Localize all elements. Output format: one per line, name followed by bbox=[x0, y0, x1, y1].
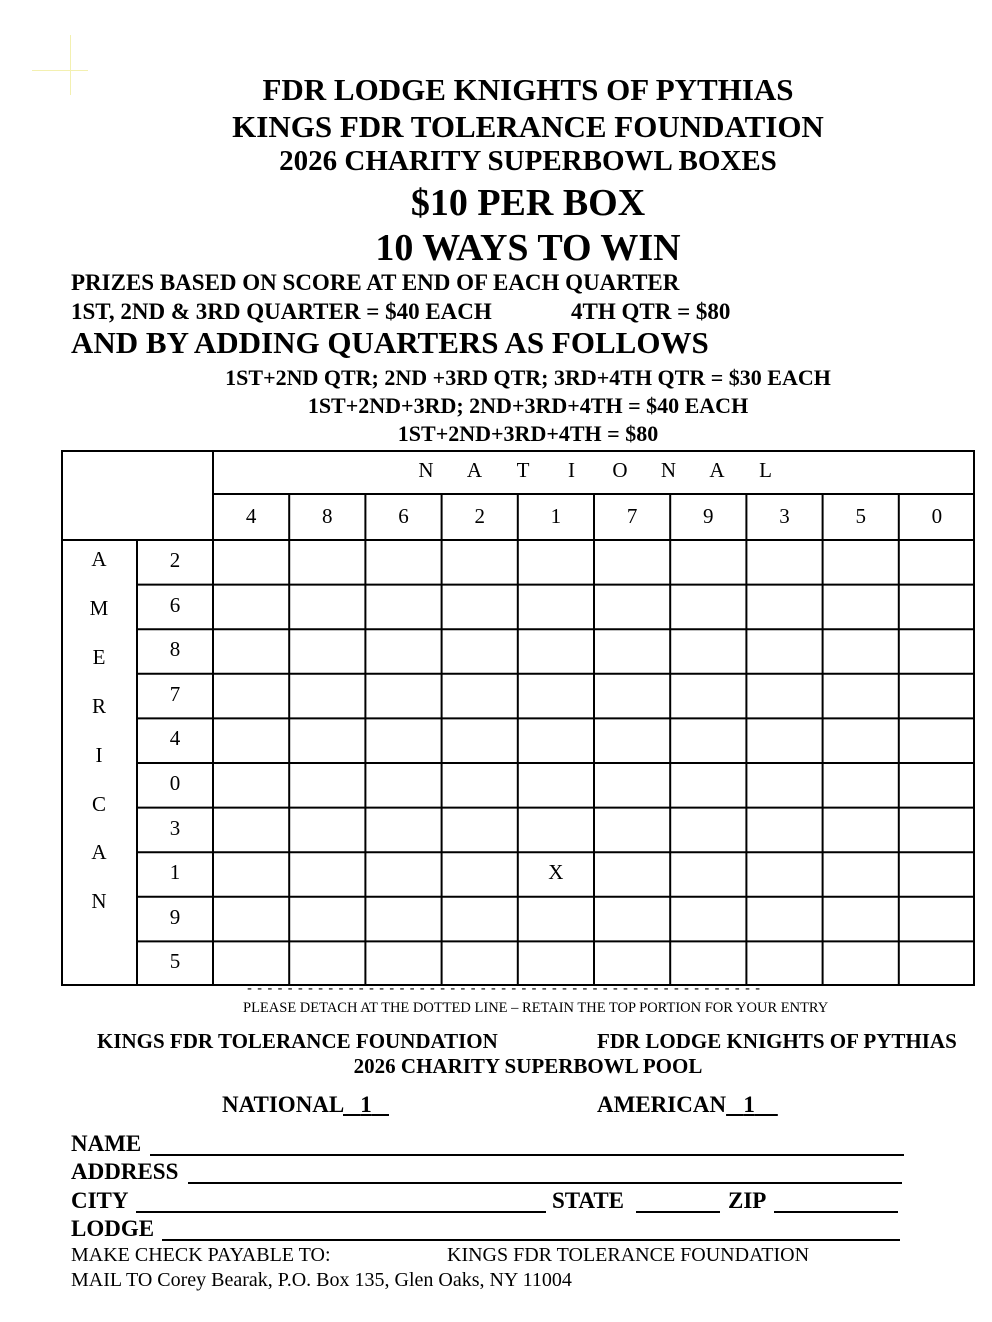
name-label: NAME bbox=[71, 1131, 142, 1156]
state-label: STATE bbox=[552, 1188, 625, 1213]
payable-label: MAKE CHECK PAYABLE TO: bbox=[71, 1244, 331, 1266]
title-event: 2026 CHARITY SUPERBOWL BOXES bbox=[279, 145, 777, 177]
national-label: NATIONAL bbox=[222, 1092, 343, 1117]
side-team-letter: E bbox=[92, 644, 106, 669]
column-number: 7 bbox=[626, 504, 638, 528]
row-number: 4 bbox=[169, 726, 181, 751]
title-lodge: FDR LODGE KNIGHTS OF PYTHIAS bbox=[262, 72, 794, 107]
lodge-label: LODGE bbox=[71, 1216, 155, 1241]
row-number: 5 bbox=[169, 949, 181, 974]
top-team-letter: T bbox=[516, 458, 530, 482]
form-pool-title: 2026 CHARITY SUPERBOWL POOL bbox=[353, 1054, 703, 1078]
prizes-combo-three-quarters: 1ST+2ND+3RD; 2ND+3RD+4TH = $40 EACH bbox=[307, 393, 749, 418]
row-number: 1 bbox=[169, 860, 181, 885]
side-team-letter: A bbox=[91, 547, 107, 571]
prizes-fourth-quarter: 4TH QTR = $80 bbox=[571, 299, 731, 324]
side-team-letter: I bbox=[95, 742, 103, 767]
side-team-letter: M bbox=[89, 595, 109, 620]
top-team-letter: A bbox=[709, 458, 725, 482]
form-foundation: KINGS FDR TOLERANCE FOUNDATION bbox=[97, 1029, 498, 1053]
top-team-letter: O bbox=[612, 458, 628, 482]
mail-to-address: MAIL TO Corey Bearak, P.O. Box 135, Glen Oaks, NY 11004 bbox=[71, 1269, 572, 1291]
column-number: 2 bbox=[474, 504, 485, 528]
top-team-letter: I bbox=[568, 458, 575, 482]
row-number: 3 bbox=[169, 815, 181, 840]
american-number-value: 1 bbox=[743, 1092, 755, 1117]
side-team-letter: C bbox=[91, 791, 106, 816]
top-team-letter: L bbox=[759, 458, 772, 482]
address-label: ADDRESS bbox=[71, 1159, 179, 1184]
row-number: 0 bbox=[169, 771, 181, 795]
column-number: 3 bbox=[779, 504, 790, 528]
address-input-line[interactable] bbox=[188, 1182, 902, 1184]
cell-mark: X bbox=[548, 860, 564, 885]
grid-lines bbox=[61, 450, 975, 986]
prizes-quarters: 1ST, 2ND & 3RD QUARTER = $40 EACH bbox=[71, 299, 492, 324]
crop-mark-horizontal bbox=[32, 70, 88, 71]
column-number: 1 bbox=[550, 504, 562, 528]
row-number: 2 bbox=[169, 548, 181, 572]
column-number: 5 bbox=[855, 504, 866, 528]
column-number: 6 bbox=[398, 504, 409, 528]
detach-dotted-line: - - - - - - - - - - - - - - - - - - - - - - - - - - - - - - - - - - - - - - - - - - - - - - - - - - - bbox=[247, 980, 761, 997]
american-number-field[interactable] bbox=[597, 1092, 778, 1118]
prizes-combo-two-quarters: 1ST+2ND QTR; 2ND +3RD QTR; 3RD+4TH QTR = $30 EACH bbox=[225, 365, 831, 390]
state-input-line[interactable] bbox=[636, 1211, 720, 1213]
superbowl-box-grid bbox=[61, 450, 975, 986]
top-team-letter: N bbox=[660, 458, 677, 482]
zip-label: ZIP bbox=[728, 1188, 767, 1213]
name-input-line[interactable] bbox=[150, 1154, 904, 1156]
row-number: 9 bbox=[169, 904, 181, 929]
payable-to: KINGS FDR TOLERANCE FOUNDATION bbox=[447, 1244, 810, 1266]
top-team-letter: A bbox=[466, 458, 483, 482]
column-number: 8 bbox=[322, 504, 333, 528]
column-number: 0 bbox=[931, 504, 943, 528]
price-per-box: $10 PER BOX bbox=[410, 182, 646, 224]
ways-to-win: 10 WAYS TO WIN bbox=[375, 227, 681, 269]
row-number: 7 bbox=[169, 681, 181, 706]
zip-input-line[interactable] bbox=[774, 1211, 898, 1213]
side-team-letter: N bbox=[91, 889, 107, 914]
top-team-letter: N bbox=[418, 458, 434, 482]
column-number: 9 bbox=[703, 504, 714, 528]
side-team-letter: R bbox=[91, 693, 106, 718]
city-input-line[interactable] bbox=[136, 1211, 546, 1213]
form-lodge-name: FDR LODGE KNIGHTS OF PYTHIAS bbox=[597, 1029, 957, 1053]
row-number: 6 bbox=[169, 592, 181, 617]
title-foundation: KINGS FDR TOLERANCE FOUNDATION bbox=[232, 109, 824, 144]
column-number: 4 bbox=[245, 504, 257, 528]
side-team-letter: A bbox=[91, 840, 107, 865]
american-label: AMERICAN bbox=[597, 1092, 727, 1117]
prizes-adding-heading: AND BY ADDING QUARTERS AS FOLLOWS bbox=[71, 325, 709, 360]
lodge-input-line[interactable] bbox=[162, 1239, 900, 1241]
detach-note: PLEASE DETACH AT THE DOTTED LINE – RETAIN THE TOP PORTION FOR YOUR ENTRY bbox=[243, 1000, 829, 1016]
prizes-basis: PRIZES BASED ON SCORE AT END OF EACH QUARTER bbox=[71, 270, 680, 295]
row-number: 8 bbox=[169, 637, 181, 662]
prizes-combo-all-quarters: 1ST+2ND+3RD+4TH = $80 bbox=[397, 421, 659, 446]
national-number-field[interactable] bbox=[222, 1092, 389, 1118]
city-label: CITY bbox=[71, 1188, 129, 1213]
national-number-value: 1 bbox=[360, 1092, 372, 1117]
